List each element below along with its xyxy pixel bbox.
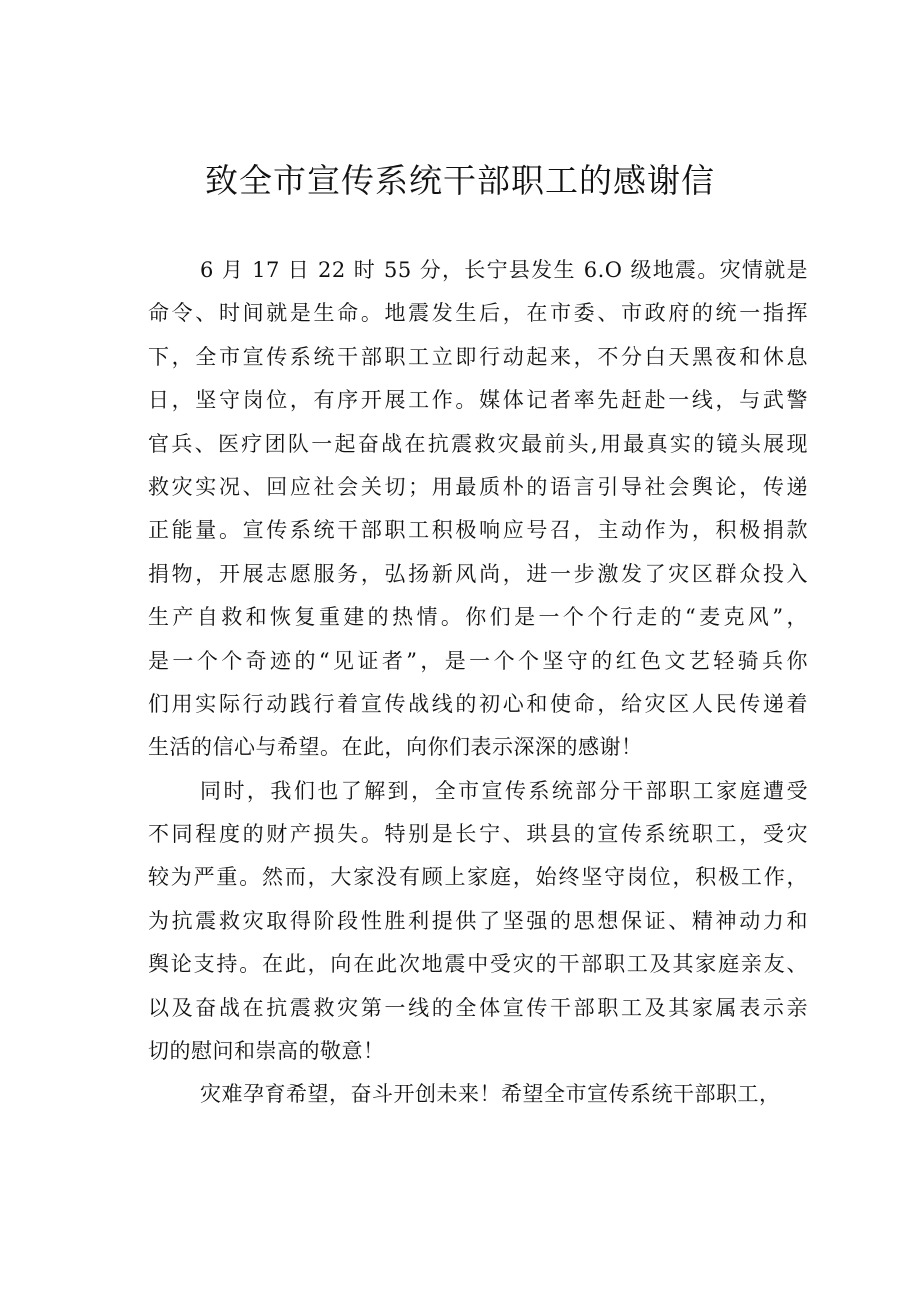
- paragraph-2-line-4: 为抗震救灾取得阶段性胜利提供了坚强的思想保证、精神动力和: [148, 908, 808, 933]
- paragraph-2-line-5: 舆论支持。在此，向在此次地震中受灾的干部职工及其家庭亲友、: [148, 952, 808, 977]
- paragraph-1-line-9: 生产自救和恢复重建的热情。你们是一个个行走的“麦克风”，: [148, 605, 808, 630]
- paragraph-1-line-11: 们用实际行动践行着宣传战线的初心和使命，给灾区人民传递着: [148, 691, 808, 716]
- paragraph-2-line-3: 较为严重。然而，大家没有顾上家庭，始终坚守岗位，积极工作，: [148, 865, 808, 890]
- paragraph-1-line-2: 命令、时间就是生命。地震发生后，在市委、市政府的统一指挥: [148, 301, 808, 326]
- letter-title: 致全市宣传系统干部职工的感谢信: [205, 161, 715, 200]
- paragraph-1-line-7: 正能量。宣传系统干部职工积极响应号召，主动作为，积极捐款: [148, 518, 808, 543]
- paragraph-2-line-6: 以及奋战在抗震救灾第一线的全体宣传干部职工及其家属表示亲: [148, 995, 808, 1020]
- paragraph-2-line-7: 切的慰问和崇高的敬意！: [148, 1039, 385, 1064]
- paragraph-1-line-10: 是一个个奇迹的“见证者”，是一个个坚守的红色文艺轻骑兵你: [148, 648, 808, 673]
- paragraph-2-line-1: 同时，我们也了解到，全市宣传系统部分干部职工家庭遭受: [200, 778, 808, 803]
- paragraph-1-line-6: 救灾实况、回应社会关切；用最质朴的语言引导社会舆论，传递: [148, 474, 808, 499]
- letter-body: [148, 249, 808, 1117]
- paragraph-1-line-1: 6 月 17 日 22 时 55 分，长宁县发生 6.O 级地震。灾情就是: [200, 258, 808, 282]
- paragraph-1-line-3: 下，全市宣传系统干部职工立即行动起来，不分白天黑夜和休息: [148, 344, 808, 369]
- paragraph-2-line-2: 不同程度的财产损失。特别是长宁、珙县的宣传系统职工，受灾: [148, 822, 808, 847]
- paragraph-1-line-4: 日，坚守岗位，有序开展工作。媒体记者率先赶赴一线，与武警: [148, 388, 808, 413]
- paragraph-1-line-8: 捐物，开展志愿服务，弘扬新风尚，进一步激发了灾区群众投入: [148, 561, 808, 586]
- paragraph-1-line-12: 生活的信心与希望。在此，向你们表示深深的感谢！: [148, 735, 643, 760]
- paragraph-3-line-1: 灾难孕育希望，奋斗开创未来！希望全市宣传系统干部职工，: [200, 1082, 781, 1107]
- paragraph-1-line-5: 官兵、医疗团队一起奋战在抗震救灾最前头,用最真实的镜头展现: [148, 431, 808, 456]
